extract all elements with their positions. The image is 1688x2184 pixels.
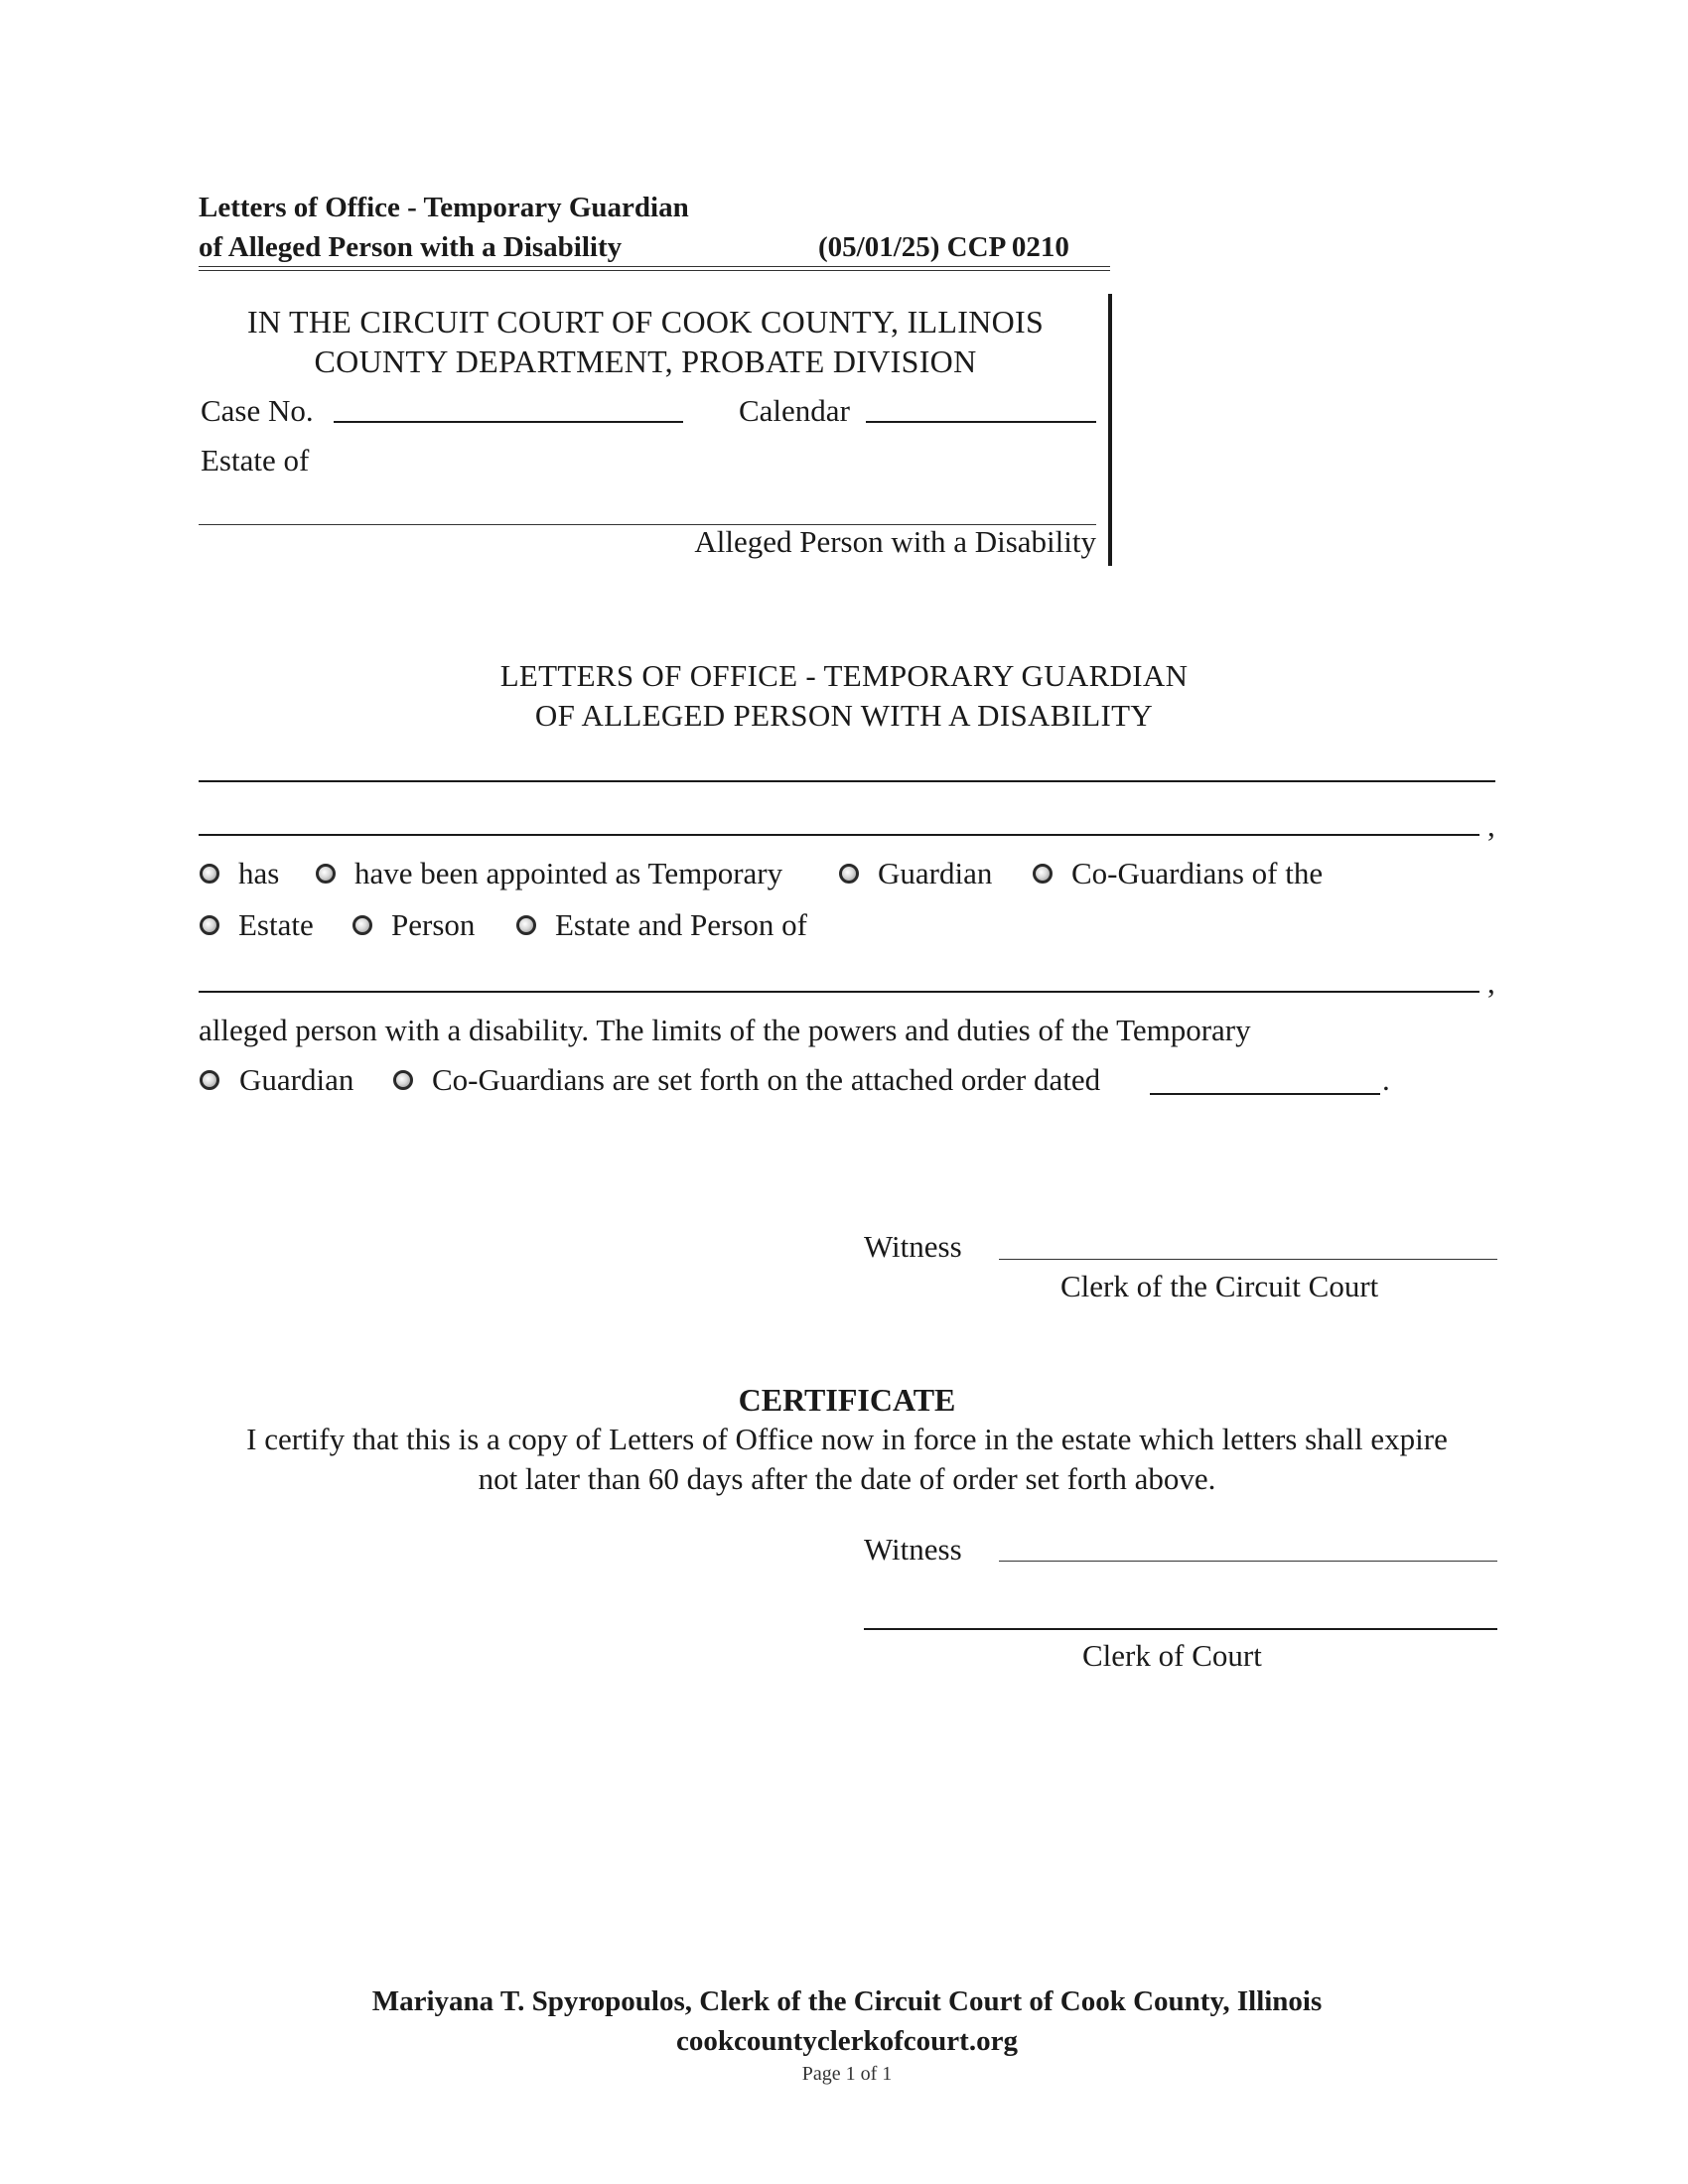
certificate-heading: CERTIFICATE	[738, 1382, 956, 1418]
period: .	[1382, 1062, 1390, 1097]
guardian-radio[interactable]	[839, 864, 859, 884]
appointee-name-field-1[interactable]	[199, 780, 1495, 782]
court-name: IN THE CIRCUIT COURT OF COOK COUNTY, ILLINOIS	[246, 304, 1045, 340]
page-number: Page 1 of 1	[801, 2063, 893, 2085]
guardian-radio-2[interactable]	[200, 1070, 219, 1090]
footer-clerk: Mariyana T. Spyropoulos, Clerk of the Circuit Court of Cook County, Illinois	[371, 1985, 1323, 2017]
estate-and-person-label: Estate and Person of	[555, 907, 807, 942]
have-been-appointed-label: have been appointed as Temporary	[354, 856, 783, 890]
court-division: COUNTY DEPARTMENT, PROBATE DIVISION	[314, 343, 977, 379]
ward-name-field[interactable]	[199, 991, 1479, 993]
document-title-line1: LETTERS OF OFFICE - TEMPORARY GUARDIAN	[499, 658, 1189, 693]
witness-signature-field-1[interactable]	[999, 1259, 1497, 1260]
comma-2: ,	[1487, 965, 1495, 1000]
certificate-line1: I certify that this is a copy of Letters of Office now in force in the estate which letters shall expire	[246, 1422, 1448, 1456]
estate-radio[interactable]	[200, 915, 219, 935]
party-label: Alleged Person with a Disability	[694, 524, 1096, 559]
certificate-line2: not later than 60 days after the date of order set forth above.	[478, 1461, 1216, 1496]
case-no-field[interactable]	[334, 421, 683, 423]
guardian-label: Guardian	[878, 856, 993, 890]
estate-and-person-radio[interactable]	[516, 915, 536, 935]
clerk-signature-field[interactable]	[864, 1628, 1497, 1630]
person-label: Person	[391, 907, 476, 942]
case-no-label: Case No.	[201, 393, 314, 428]
caption-bracket	[1108, 294, 1112, 566]
clerk-circuit-court-caption: Clerk of the Circuit Court	[1060, 1269, 1379, 1303]
form-title-line1: Letters of Office - Temporary Guardian	[199, 192, 689, 223]
footer-website[interactable]: cookcountyclerkofcourt.org	[676, 2025, 1018, 2057]
co-guardians-label: Co-Guardians of the	[1071, 856, 1324, 890]
witness-label-1: Witness	[864, 1229, 962, 1264]
co-guardians-label-2: Co-Guardians are set forth on the attached order dated	[432, 1062, 1101, 1097]
estate-label: Estate	[238, 907, 314, 942]
co-guardians-radio[interactable]	[1033, 864, 1053, 884]
form-code: (05/01/25) CCP 0210	[818, 231, 1069, 263]
co-guardians-radio-2[interactable]	[393, 1070, 413, 1090]
order-date-field[interactable]	[1150, 1093, 1380, 1095]
have-been-appointed-radio[interactable]	[316, 864, 336, 884]
limits-text: alleged person with a disability. The limits of the powers and duties of the Temporary	[199, 1013, 1251, 1047]
form-title-line2: of Alleged Person with a Disability	[199, 231, 623, 263]
document-title-line2: OF ALLEGED PERSON WITH A DISABILITY	[534, 698, 1154, 733]
guardian-label-2: Guardian	[239, 1062, 354, 1097]
witness-label-2: Witness	[864, 1532, 962, 1567]
has-label: has	[238, 856, 280, 890]
has-radio[interactable]	[200, 864, 219, 884]
comma-1: ,	[1487, 808, 1495, 843]
header-rule-2	[199, 270, 1110, 271]
person-radio[interactable]	[352, 915, 372, 935]
appointee-name-field-2[interactable]	[199, 834, 1479, 836]
estate-of-label: Estate of	[201, 443, 310, 478]
calendar-field[interactable]	[866, 421, 1096, 423]
clerk-of-court-caption: Clerk of Court	[1082, 1638, 1262, 1673]
calendar-label: Calendar	[739, 393, 850, 428]
header-rule	[199, 266, 1110, 267]
witness-signature-field-2[interactable]	[999, 1561, 1497, 1562]
